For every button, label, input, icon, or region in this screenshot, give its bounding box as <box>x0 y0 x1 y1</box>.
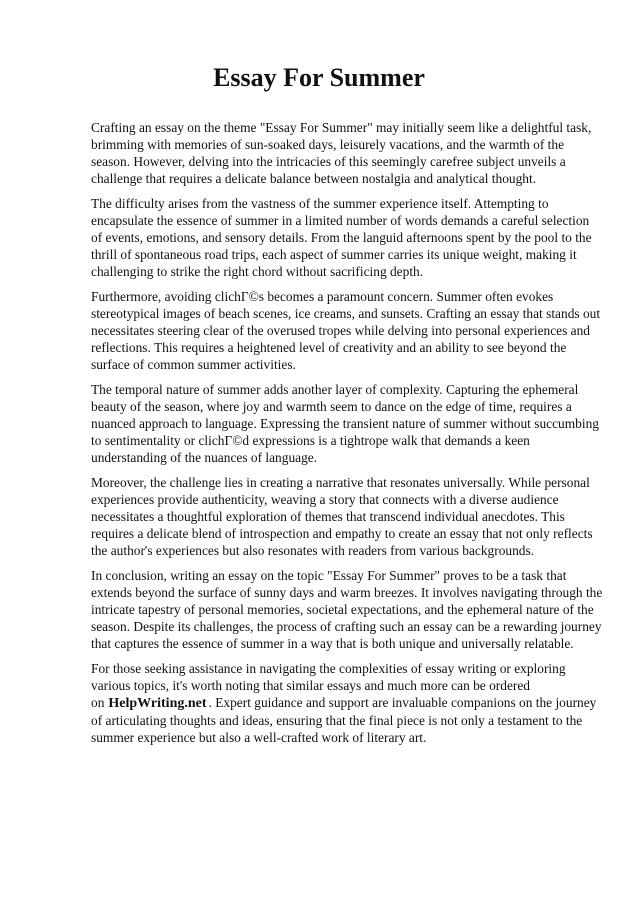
paragraph-assistance <box>91 661 603 747</box>
paragraph-narrative: Moreover, the challenge lies in creating a narrative that resonates universally. While personal experiences provide authenticity, weaving a story that connects with a diverse audience necessitates a thoughtful exploration of themes that transcend individual anecdotes. This requires a delicate blend of introspection and empathy to create an essay that not only reflects the author's experiences but also resonates with readers from various backgrounds. <box>91 475 593 558</box>
assistance-text-after: . Expert guidance and support are invaluable companions on the journey of articulating thoughts and ideas, ensuring that the final piece is not only a testament to the summer experience but also a well-crafted work of literary art. <box>91 695 597 745</box>
paragraph-temporal: The temporal nature of summer adds another layer of complexity. Capturing the ephemeral beauty of the season, where joy and warmth seem to dance on the edge of time, requires a nuanced approach to language. Expressing the transient nature of summer without succumbing to sentimentality or clichГ©d expressions is a tightrope walk that demands a keen understanding of the nuances of language. <box>91 382 599 465</box>
paragraph-conclusion: In conclusion, writing an essay on the topic "Essay For Summer" proves to be a task that extends beyond the surface of sunny days and warm breezes. It involves navigating through the intricate tapestry of personal memories, societal expectations, and the ephemeral nature of the season. Despite its challenges, the process of crafting such an essay can be a rewarding journey that captures the essence of summer in a way that is both unique and universally relatable. <box>91 568 603 651</box>
paragraph-intro: Crafting an essay on the theme "Essay For Summer" may initially seem like a delightful task, brimming with memories of sun-soaked days, leisurely vacations, and the warmth of the season. However, delving into the intricacies of this seemingly carefree subject unveils a challenge that requires a delicate balance between nostalgia and analytical thought. <box>91 120 592 186</box>
paragraph-cliches: Furthermore, avoiding clichГ©s becomes a paramount concern. Summer often evokes stereotypical images of beach scenes, ice creams, and sunsets. Crafting an essay that stands out necessitates steering clear of the overused tropes while delving into personal experiences and reflections. This requires a heightened level of creativity and an ability to see beyond the surface of common summer activities. <box>91 289 601 372</box>
document-body <box>91 120 603 755</box>
helpwriting-link[interactable]: HelpWriting.net <box>108 696 207 712</box>
document-title: Essay For Summer <box>213 63 425 92</box>
assistance-text-before: For those seeking assistance in navigating the complexities of essay writing or exploring various topics, it's worth noting that similar essays and much more can be ordered on <box>91 661 566 711</box>
paragraph-difficulty: The difficulty arises from the vastness of the summer experience itself. Attempting to encapsulate the essence of summer in a limited number of words demands a careful selection of events, emotions, and sensory details. From the languid afternoons spent by the pool to the thrill of spontaneous road trips, each aspect of summer carries its unique weight, making it challenging to strike the right chord without sacrificing depth. <box>91 196 592 279</box>
